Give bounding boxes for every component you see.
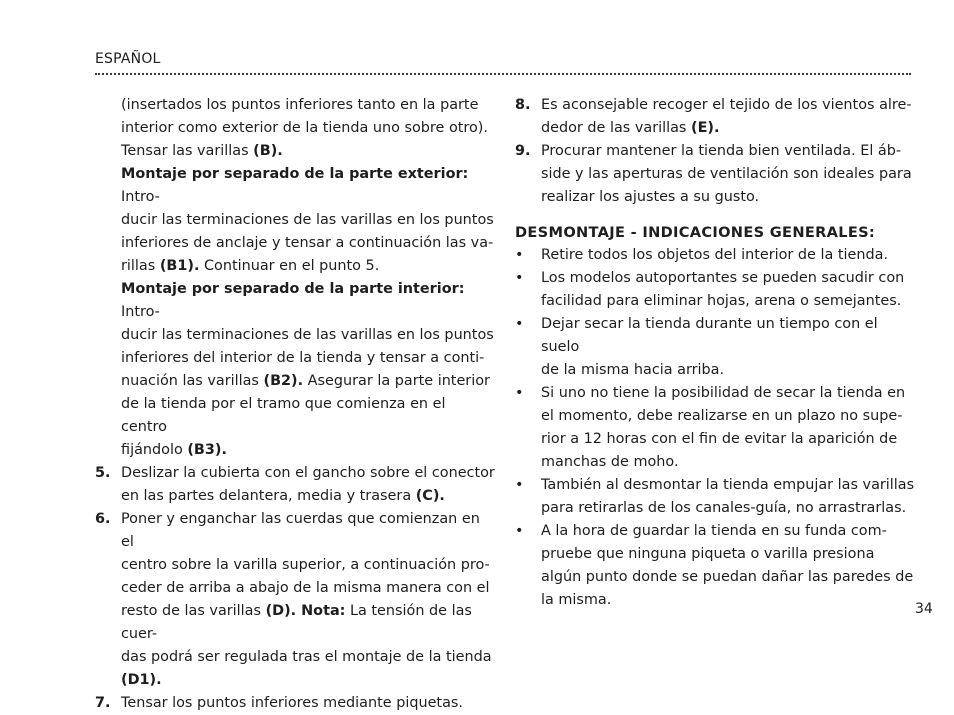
- ref-b2: (B2).: [263, 373, 304, 389]
- step-text: Deslizar la cubierta con el gancho sobre el conector en las partes delantera, media y trasera (C).: [121, 465, 495, 504]
- step-number: 5.: [95, 465, 111, 481]
- step-6: [95, 508, 495, 692]
- bullet-icon: •: [515, 316, 524, 332]
- step-text: Es aconsejable recoger el tejido de los vientos alre- dedor de las varillas (E).: [541, 97, 912, 136]
- step-9: [515, 140, 915, 209]
- exterior-heading: Montaje por separado de la parte exterior:: [121, 166, 469, 182]
- ref-e: (E).: [691, 120, 720, 136]
- interior-heading: Montaje por separado de la parte interior:: [121, 281, 465, 297]
- bullet-item: [515, 244, 915, 267]
- left-column: [95, 94, 495, 715]
- intro-text: (insertados los puntos inferiores tanto en la parte interior como exterior de la tienda uno sobre otro). Tensar las varillas: [121, 97, 488, 159]
- ref-b: (B).: [253, 143, 283, 159]
- step-number: 9.: [515, 143, 531, 159]
- bullet-icon: •: [515, 523, 524, 539]
- step-5: [95, 462, 495, 508]
- step-text: Procurar mantener la tienda bien ventilada. El áb- side y las aperturas de ventilación son ideales para realizar los ajustes a su gusto.: [541, 143, 912, 205]
- ref-d1: (D1).: [121, 672, 162, 688]
- bullet-text: Retire todos los objetos del interior de la tienda.: [541, 247, 888, 263]
- section-heading: DESMONTAJE - INDICACIONES GENERALES:: [515, 224, 876, 241]
- bullet-icon: •: [515, 247, 524, 263]
- bullet-icon: •: [515, 477, 524, 493]
- bullet-item: [515, 474, 915, 520]
- bullet-item: [515, 267, 915, 313]
- ref-c: (C).: [415, 488, 445, 504]
- interior-text-2: Asegurar la parte interior de la tienda por el tramo que comienza en el centro fijándolo: [121, 373, 490, 458]
- bullet-item: [515, 382, 915, 474]
- step-text: Tensar los puntos inferiores mediante piquetas.: [121, 695, 463, 711]
- bullet-item: [515, 520, 915, 612]
- exterior-text-2: Continuar en el punto 5.: [199, 258, 380, 274]
- bullet-item: [515, 313, 915, 382]
- ref-b1: (B1).: [159, 258, 200, 274]
- page-number: 34: [915, 601, 933, 617]
- intro-paragraph: [95, 94, 495, 163]
- bullet-text: Dejar secar la tienda durante un tiempo con el suelo de la misma hacia arriba.: [541, 316, 878, 378]
- ref-b3: (B3).: [187, 442, 227, 458]
- interior-paragraph: [95, 278, 495, 462]
- bullet-icon: •: [515, 270, 524, 286]
- bullet-icon: •: [515, 385, 524, 401]
- dotted-divider: [95, 73, 911, 75]
- ref-d-nota: (D). Nota:: [265, 603, 346, 619]
- bullet-text: Los modelos autoportantes se pueden sacudir con facilidad para eliminar hojas, arena o semejantes.: [541, 270, 905, 309]
- bullet-text: También al desmontar la tienda empujar las varillas para retirarlas de los canales-guía, no arrastrarlas.: [541, 477, 915, 516]
- interior-text: Intro- ducir las terminaciones de las varillas en los puntos inferiores del interior de la tienda y tensar a conti- nuación las varillas: [121, 304, 494, 389]
- exterior-paragraph: [95, 163, 495, 278]
- step-number: 8.: [515, 97, 531, 113]
- step-8: [515, 94, 915, 140]
- bullet-text: Si uno no tiene la posibilidad de secar la tienda en el momento, debe realizarse en un plazo no supe- rior a 12 horas con el fin de evitar la aparición de manchas de moho.: [541, 385, 906, 470]
- exterior-text: Intro- ducir las terminaciones de las varillas en los puntos inferiores de anclaje y tensar a continuación las va- rillas: [121, 189, 494, 274]
- right-column: [515, 94, 915, 612]
- step-number: 6.: [95, 511, 111, 527]
- step-number: 7.: [95, 695, 111, 711]
- bullet-text: A la hora de guardar la tienda en su funda com- pruebe que ninguna piqueta o varilla presiona algún punto donde se puedan dañar las paredes de la misma.: [541, 523, 914, 608]
- step-text: Poner y enganchar las cuerdas que comienzan en el centro sobre la varilla superior, a continuación pro- ceder de arriba a abajo de la misma manera con el resto de las varillas (D). Nota: La tensión de las cuer- das podrá ser regulada tras el montaje de la tienda (D1).: [121, 511, 492, 688]
- step-7: [95, 692, 495, 715]
- language-label: ESPAÑOL: [95, 51, 161, 67]
